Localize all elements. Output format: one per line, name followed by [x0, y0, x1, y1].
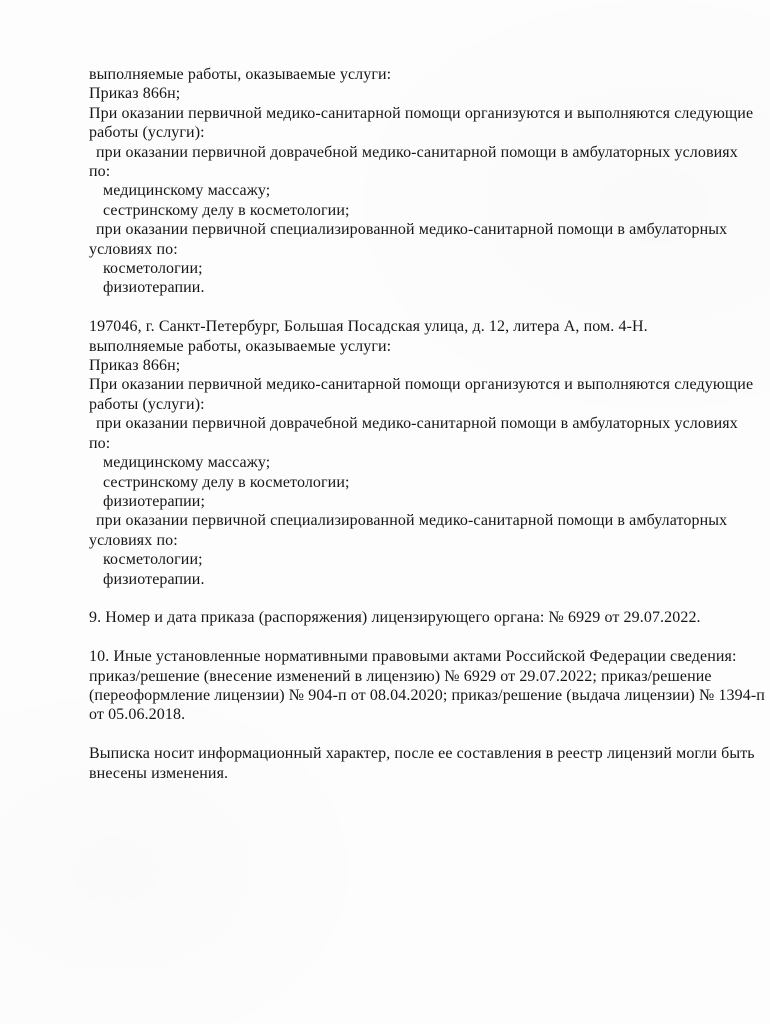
- text-line: При оказании первичной медико-санитарной помощи организуются и выполняются следующие: [89, 104, 754, 122]
- text-line: при оказании первичной специализированной медико-санитарной помощи в амбулаторных: [96, 221, 728, 239]
- text-line: при оказании первичной доврачебной медико-санитарной помощи в амбулаторных условиях: [96, 143, 738, 161]
- text-line: по:: [89, 163, 111, 181]
- text-line: физиотерапии;: [103, 492, 206, 510]
- text-line: сестринскому делу в косметологии;: [103, 201, 350, 219]
- text-line: условиях по:: [89, 531, 178, 549]
- text-line: косметологии;: [103, 551, 203, 569]
- text-line: 9. Номер и дата приказа (распоряжения) лицензирующего органа: № 6929 от 29.07.2022.: [89, 609, 701, 627]
- text-line: сестринскому делу в косметологии;: [103, 473, 350, 491]
- text-line: 197046, г. Санкт-Петербург, Большая Посадская улица, д. 12, литера А, пом. 4-Н.: [89, 318, 648, 336]
- text-line: работы (услуги):: [89, 124, 205, 142]
- text-line: от 05.06.2018.: [89, 706, 186, 724]
- text-line: физиотерапии.: [103, 279, 205, 297]
- text-line: по:: [89, 434, 111, 452]
- text-line: медицинскому массажу;: [103, 454, 271, 472]
- text-line: 10. Иные установленные нормативными правовыми актами Российской Федерации сведения:: [89, 648, 737, 666]
- text-line: приказ/решение (внесение изменений в лицензию) № 6929 от 29.07.2022; приказ/решение: [89, 667, 712, 685]
- text-line: физиотерапии.: [103, 570, 205, 588]
- text-line: (переоформление лицензии) № 904-п от 08.04.2020; приказ/решение (выдача лицензии) № 1394-п: [89, 686, 765, 704]
- text-line: при оказании первичной специализированной медико-санитарной помощи в амбулаторных: [96, 512, 728, 530]
- text-line: при оказании первичной доврачебной медико-санитарной помощи в амбулаторных условиях: [96, 415, 738, 433]
- text-line: выполняемые работы, оказываемые услуги:: [89, 66, 392, 83]
- blank-line: [89, 589, 732, 608]
- text-line: При оказании первичной медико-санитарной помощи организуются и выполняются следующие: [89, 376, 754, 394]
- text-line: внесены изменения.: [89, 764, 229, 782]
- text-line: выполняемые работы, оказываемые услуги:: [89, 337, 392, 355]
- text-line: медицинскому массажу;: [103, 182, 271, 200]
- text-line: косметологии;: [103, 260, 203, 278]
- text-line: условиях по:: [89, 240, 178, 258]
- blank-line: [89, 725, 732, 744]
- text-line: работы (услуги):: [89, 395, 205, 413]
- text-line: Приказ 866н;: [89, 85, 181, 103]
- text-line: Выписка носит информационный характер, после ее составления в реестр лицензий могли быть: [89, 745, 755, 763]
- blank-line: [89, 628, 732, 647]
- document-text: [89, 65, 765, 783]
- blank-line: [89, 298, 732, 317]
- text-line: Приказ 866н;: [89, 357, 181, 375]
